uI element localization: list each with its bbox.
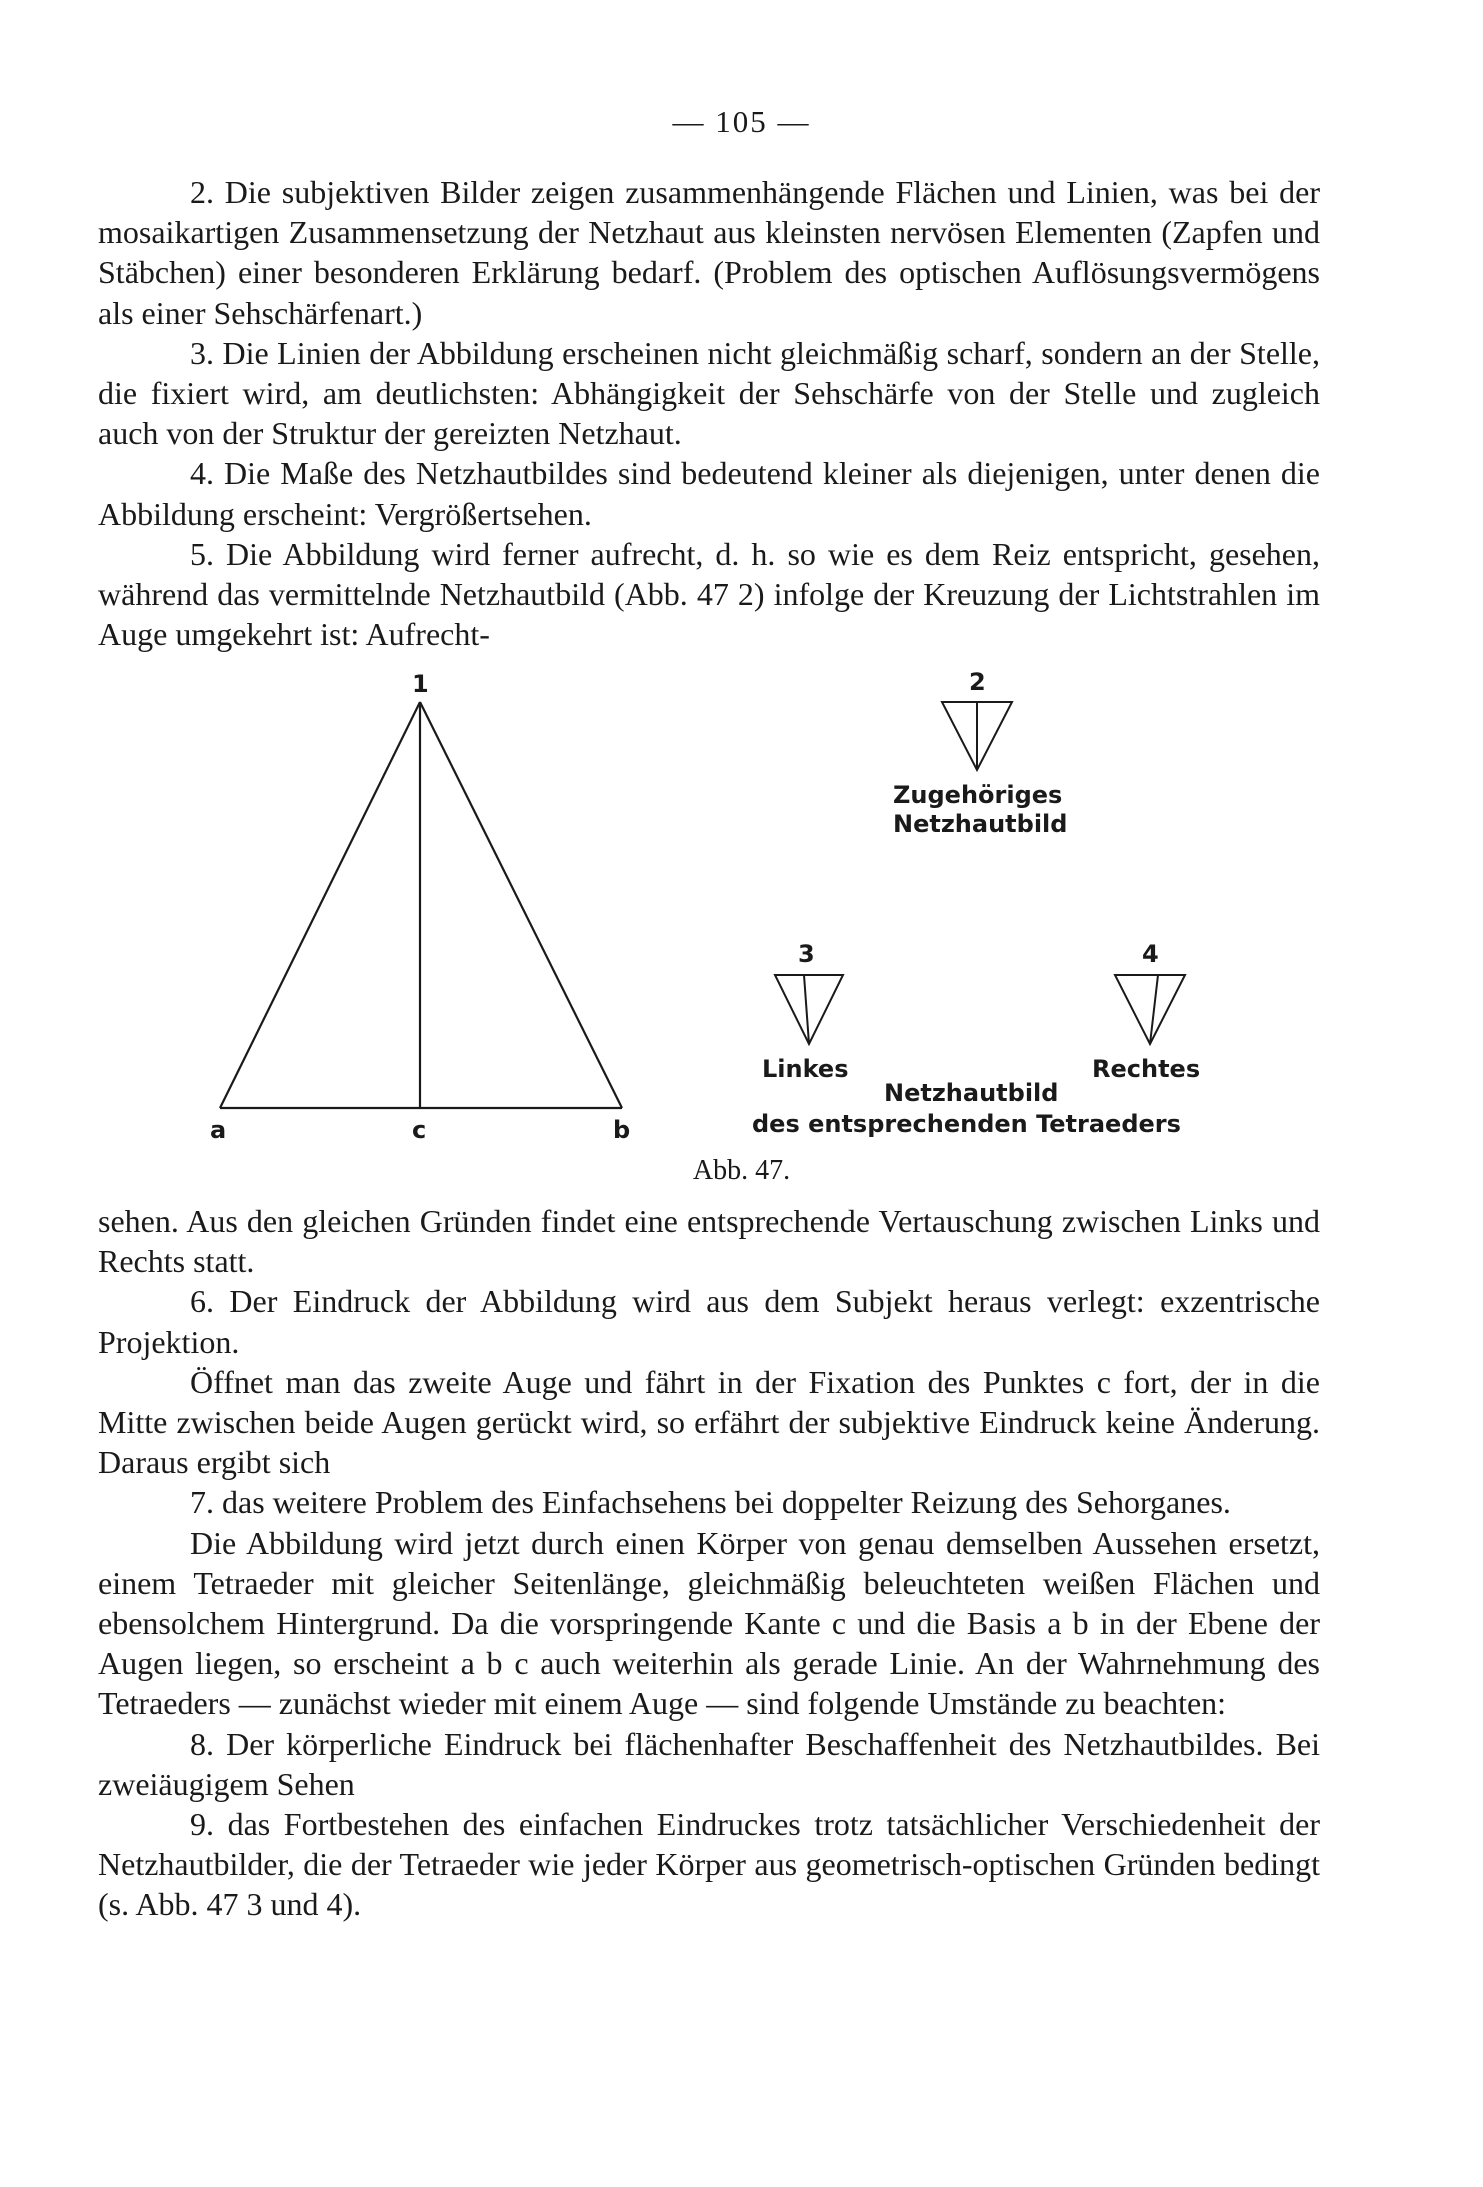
label-netzhautbild-shared: Netzhautbild <box>884 1079 1059 1107</box>
figure-caption: Abb. 47. <box>692 1155 791 1186</box>
label-3: 3 <box>798 940 815 968</box>
paragraph-8: 8. Der körperliche Eindruck bei flächenhafter Beschaffenheit des Netzhautbildes. Bei zweiäugigem Sehen <box>98 1725 1320 1802</box>
label-rechtes: Rechtes <box>1092 1055 1201 1083</box>
figure-abb-47 <box>0 660 1483 1200</box>
label-netzhautbild-2: Netzhautbild <box>893 810 1068 838</box>
paragraph-5: 5. Die Abbildung wird ferner aufrecht, d. h. so wie es dem Reiz entspricht, gesehen, während das vermittelnde Netzhautbild (Abb. 47 2) infolge der Kreuzung der Lichtstrahlen im Auge umgekehrt ist: Aufrecht- <box>98 535 1320 653</box>
paragraph-9: 9. das Fortbestehen des einfachen Eindruckes trotz tatsächlicher Verschiedenheit der Netzhautbilder, die der Tetraeder wie jeder Körper aus geometrisch-optischen Gründen bedingt (s. Abb. 47 3 und 4). <box>98 1806 1320 1923</box>
label-linkes: Linkes <box>762 1055 849 1083</box>
paragraph-2: 2. Die subjektiven Bilder zeigen zusammenhängende Flächen und Linien, was bei der mosaikartigen Zusammensetzung der Netzhaut aus kleinsten nervösen Elementen (Zapfen und Stäbchen) einer besonderen Erklärung bedarf. (Problem des optischen Auflösungsvermögens als einer Sehschärfenart.) <box>98 174 1320 331</box>
label-a: a <box>210 1116 227 1144</box>
triangle-left-edge <box>220 702 420 1108</box>
text-block-top <box>98 172 1320 654</box>
paragraph-7: 7. das weitere Problem des Einfachsehens bei doppelter Reizung des Sehorganes. <box>190 1484 1231 1521</box>
label-c: c <box>412 1116 427 1144</box>
label-des-entsprechenden-tetraeders: des entsprechenden Tetraeders <box>752 1110 1181 1138</box>
label-4: 4 <box>1142 940 1159 968</box>
label-apex: 1 <box>412 670 429 698</box>
retina-image-2 <box>942 702 1012 770</box>
label-zugehoeriges: Zugehöriges <box>893 781 1063 809</box>
page-number: — 105 — <box>672 104 811 139</box>
triangle-figure <box>220 702 622 1108</box>
retina-image-3 <box>775 975 843 1044</box>
paragraph-6: 6. Der Eindruck der Abbildung wird aus dem Subjekt heraus verlegt: exzentrische Projektion. <box>98 1283 1320 1360</box>
paragraph-continuation: sehen. Aus den gleichen Gründen findet eine entsprechende Vertauschung zwischen Links und Rechts statt. <box>98 1203 1320 1280</box>
paragraph-oeffnet: Öffnet man das zweite Auge und fährt in der Fixation des Punktes c fort, der in die Mitte zwischen beide Augen gerückt wird, so erfährt der subjektive Eindruck keine Änderung. Daraus ergibt sich <box>98 1363 1320 1481</box>
label-b: b <box>613 1116 631 1144</box>
text-block-bottom <box>98 1201 1320 1925</box>
retina-image-4 <box>1115 975 1185 1044</box>
triangle-right-edge <box>420 702 622 1108</box>
paragraph-4: 4. Die Maße des Netzhautbildes sind bedeutend kleiner als diejenigen, unter denen die Abbildung erscheint: Vergrößertsehen. <box>98 455 1320 532</box>
paragraph-3: 3. Die Linien der Abbildung erscheinen nicht gleichmäßig scharf, sondern an der Stelle, die fixiert wird, am deutlichsten: Abhängigkeit der Sehschärfe von der Stelle und zugleich auch von der Struktur der gereizten Netzhaut. <box>98 334 1320 452</box>
figure-drawing <box>0 660 1483 1200</box>
label-2: 2 <box>969 668 986 696</box>
paragraph-tetraeder: Die Abbildung wird jetzt durch einen Körper von genau demselben Aussehen ersetzt, einem Tetraeder mit gleicher Seitenlänge, gleichmäßig beleuchteten weißen Flächen und ebensolchem Hintergrund. Da die vorspringende Kante c und die Basis a b in der Ebene der Augen liegen, so erscheint a b c auch weiterhin als gerade Linie. An der Wahrnehmung des Tetraeders — zunächst wieder mit einem Auge — sind folgende Umstände zu beachten: <box>98 1524 1320 1722</box>
